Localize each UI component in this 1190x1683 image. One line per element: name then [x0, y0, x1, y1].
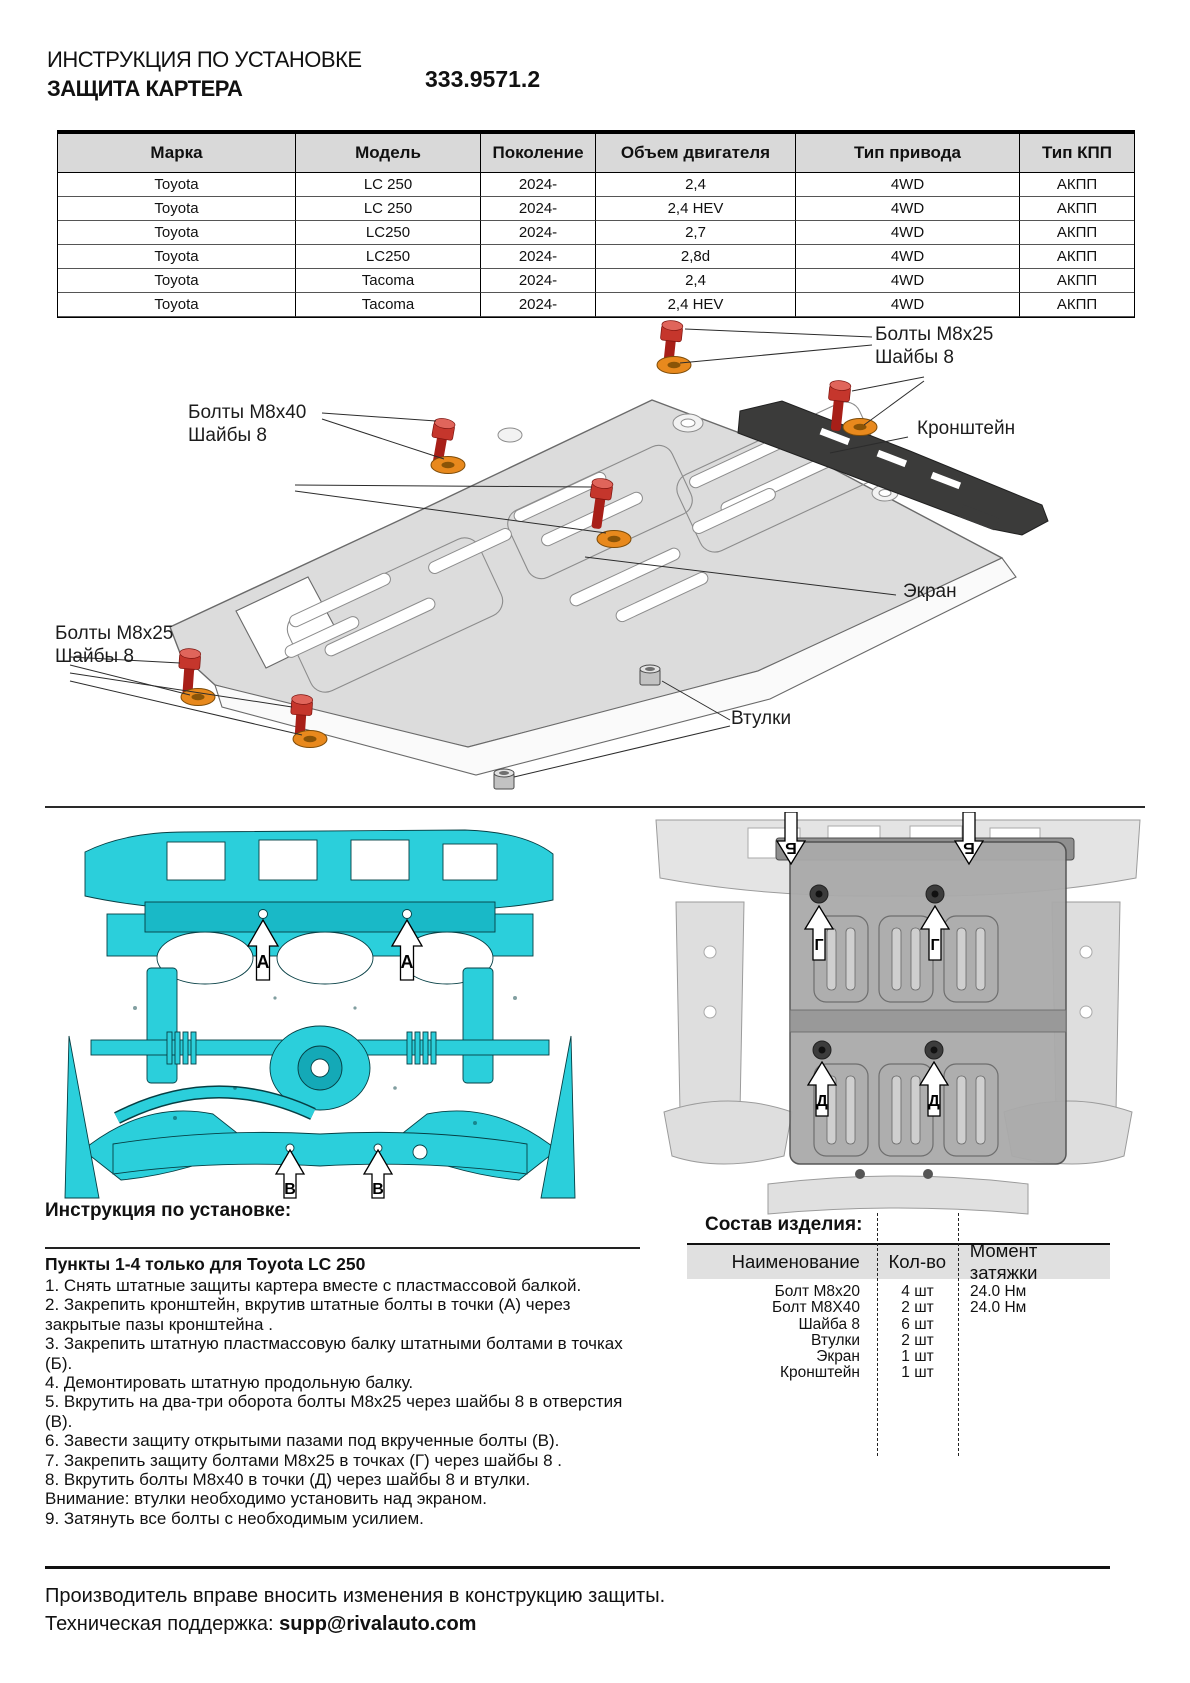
cell-drive: 4WD: [796, 173, 1020, 197]
instruction-step: 2. Закрепить кронштейн, вкрутив штатные болты в точки (А) через закрытые пазы кронштейна .: [45, 1295, 571, 1334]
washer-8: [431, 457, 465, 474]
cell-drive: 4WD: [796, 293, 1020, 317]
instruction-steps: [45, 1276, 641, 1528]
part-qty: 1 шт: [901, 1348, 934, 1366]
bushing: [640, 665, 660, 685]
svg-text:В: В: [284, 1181, 296, 1198]
callout-bolts-m8x40: Болты М8х40 Шайбы 8: [188, 402, 307, 446]
instruction-step: 5. Вкрутить на два-три оборота болты М8х25 через шайбы 8 в отверстия (В).: [45, 1392, 623, 1431]
document-title-line1: ИНСТРУКЦИЯ ПО УСТАНОВКЕ: [47, 47, 362, 72]
parts-heading: Состав изделия:: [705, 1214, 863, 1235]
cell-engine: 2,4: [596, 269, 796, 293]
svg-text:Б: Б: [963, 839, 975, 856]
part-name: Экран: [816, 1348, 860, 1366]
cell-brand: Toyota: [58, 221, 296, 245]
svg-text:Б: Б: [785, 839, 797, 856]
underbody-view-after-install: [628, 812, 1168, 1232]
bushing: [494, 769, 514, 789]
instructions-note: Пункты 1-4 только для Toyota LC 250: [45, 1254, 366, 1274]
callout-bushings: Втулки: [731, 708, 792, 729]
fitment-col-brand: Марка: [58, 134, 296, 173]
parts-dashed-separator-2: [958, 1213, 959, 1456]
svg-text:Г: Г: [814, 937, 824, 954]
cell-gearbox: АКПП: [1020, 269, 1134, 293]
parts-col-qty: Кол-во: [888, 1251, 947, 1272]
part-torque: [958, 1333, 970, 1349]
svg-text:А: А: [400, 952, 414, 972]
part-torque: 24.0 Нм: [970, 1299, 1027, 1317]
fitment-col-drive: Тип привода: [796, 134, 1020, 173]
instructions-divider: [45, 1247, 640, 1249]
svg-text:Д: Д: [816, 1093, 828, 1110]
exploded-view-diagram: [40, 315, 1150, 807]
footer-divider-line: [45, 1566, 1110, 1569]
part-qty: 4 шт: [901, 1283, 934, 1300]
instruction-step: 4. Демонтировать штатную продольную балку.: [45, 1373, 414, 1393]
cell-engine: 2,4 HEV: [596, 293, 796, 317]
section-divider-line: [45, 806, 1145, 808]
footer-support: [45, 1613, 476, 1636]
cell-model: Tacoma: [296, 269, 481, 293]
parts-row: [687, 1317, 1110, 1333]
part-number: 333.9571.2: [425, 66, 541, 92]
cell-drive: 4WD: [796, 269, 1020, 293]
cell-model: LC 250: [296, 173, 481, 197]
cell-generation: 2024-: [481, 197, 596, 221]
washer-8: [657, 357, 691, 374]
part-name: Болт М8х20: [774, 1283, 860, 1300]
callout-screen: Экран: [903, 581, 957, 602]
cell-generation: 2024-: [481, 173, 596, 197]
part-torque: [958, 1317, 970, 1333]
instruction-step: 7. Закрепить защиту болтами М8х25 в точках (Г) через шайбы 8 .: [45, 1450, 562, 1470]
part-name: Болт М8Х40: [771, 1299, 860, 1317]
document-title-line2: ЗАЩИТА КАРТЕРА: [47, 76, 243, 101]
instruction-step: 9. Затянуть все болты с необходимым усилием.: [45, 1508, 424, 1528]
instructions-heading: Инструкция по установке:: [45, 1200, 292, 1221]
cell-brand: Toyota: [58, 245, 296, 269]
callout-bracket: Кронштейн: [917, 418, 1016, 439]
callout-bolts-m8x25-top: Болты М8х25 Шайбы 8: [875, 324, 994, 368]
washer-8: [597, 531, 631, 548]
parts-row: [687, 1333, 1110, 1349]
svg-text:Д: Д: [928, 1093, 940, 1110]
radiator-support: [145, 902, 495, 932]
part-torque: [958, 1365, 970, 1381]
cell-model: LC250: [296, 245, 481, 269]
cell-engine: 2,4 HEV: [596, 197, 796, 221]
washer-8: [843, 419, 877, 436]
instruction-step: 3. Закрепить штатную пластмассовую балку штатными болтами в точках (Б).: [45, 1334, 623, 1373]
cell-gearbox: АКПП: [1020, 221, 1134, 245]
cell-engine: 2,4: [596, 173, 796, 197]
callout-bolts-m8x25-bottom: Болты М8х25 Шайбы 8: [55, 623, 174, 667]
part-qty: 2 шт: [901, 1299, 934, 1317]
part-torque: 24.0 Нм: [970, 1283, 1027, 1300]
cell-engine: 2,8d: [596, 245, 796, 269]
part-torque: [958, 1349, 970, 1365]
svg-text:В: В: [372, 1181, 384, 1198]
parts-table-header: [687, 1240, 1110, 1283]
cell-generation: 2024-: [481, 221, 596, 245]
instruction-step: 8. Вкрутить болты М8х40 в точки (Д) через шайбы 8 и втулки.: [45, 1470, 531, 1490]
part-name: Шайба 8: [798, 1315, 860, 1333]
fitment-col-model: Модель: [296, 134, 481, 173]
svg-text:А: А: [256, 952, 270, 972]
installed-skid-plate: [776, 838, 1074, 1179]
parts-table-rows: [687, 1284, 1110, 1382]
support-email: supp@rivalauto.com: [279, 1613, 477, 1635]
cell-engine: 2,7: [596, 221, 796, 245]
footer-disclaimer: Производитель вправе вносить изменения в конструкцию защиты.: [45, 1585, 666, 1607]
part-name: Кронштейн: [779, 1364, 860, 1382]
cell-generation: 2024-: [481, 269, 596, 293]
cell-gearbox: АКПП: [1020, 197, 1134, 221]
cell-gearbox: АКПП: [1020, 173, 1134, 197]
parts-col-name: Наименование: [731, 1251, 860, 1272]
instruction-step: 1. Снять штатные защиты картера вместе с пластмассовой балкой.: [45, 1276, 582, 1295]
fitment-col-generation: Поколение: [481, 134, 596, 173]
cell-brand: Toyota: [58, 269, 296, 293]
parts-row: [687, 1349, 1110, 1365]
parts-row: [687, 1300, 1110, 1316]
svg-text:Г: Г: [930, 937, 940, 954]
parts-row: [687, 1365, 1110, 1381]
parts-dashed-separator-1: [877, 1213, 878, 1456]
cell-drive: 4WD: [796, 221, 1020, 245]
fitment-col-gearbox: Тип КПП: [1020, 134, 1134, 173]
cell-model: LC 250: [296, 197, 481, 221]
parts-row: [687, 1284, 1110, 1300]
support-label: Техническая поддержка:: [45, 1613, 280, 1635]
parts-col-torque: Момент затяжки: [969, 1240, 1038, 1283]
part-qty: 1 шт: [901, 1364, 934, 1382]
instruction-step: Внимание: втулки необходимо установить над экраном.: [45, 1489, 487, 1509]
underbody-view-before-install: [55, 818, 585, 1200]
part-name: Втулки: [811, 1331, 860, 1349]
cell-drive: 4WD: [796, 197, 1020, 221]
cell-gearbox: АКПП: [1020, 245, 1134, 269]
cell-model: Tacoma: [296, 293, 481, 317]
cell-generation: 2024-: [481, 293, 596, 317]
part-qty: 6 шт: [901, 1315, 934, 1333]
cell-generation: 2024-: [481, 245, 596, 269]
fitment-col-engine: Объем двигателя: [596, 134, 796, 173]
cell-brand: Toyota: [58, 197, 296, 221]
part-qty: 2 шт: [901, 1331, 934, 1349]
cell-model: LC250: [296, 221, 481, 245]
instruction-step: 6. Завести защиту открытыми пазами под вкрученные болты (В).: [45, 1431, 560, 1451]
front-crossmember: [113, 1132, 527, 1174]
cell-drive: 4WD: [796, 245, 1020, 269]
washer-8: [293, 731, 327, 748]
cell-gearbox: АКПП: [1020, 293, 1134, 317]
fitment-table: [57, 130, 1135, 318]
cell-brand: Toyota: [58, 173, 296, 197]
cell-brand: Toyota: [58, 293, 296, 317]
